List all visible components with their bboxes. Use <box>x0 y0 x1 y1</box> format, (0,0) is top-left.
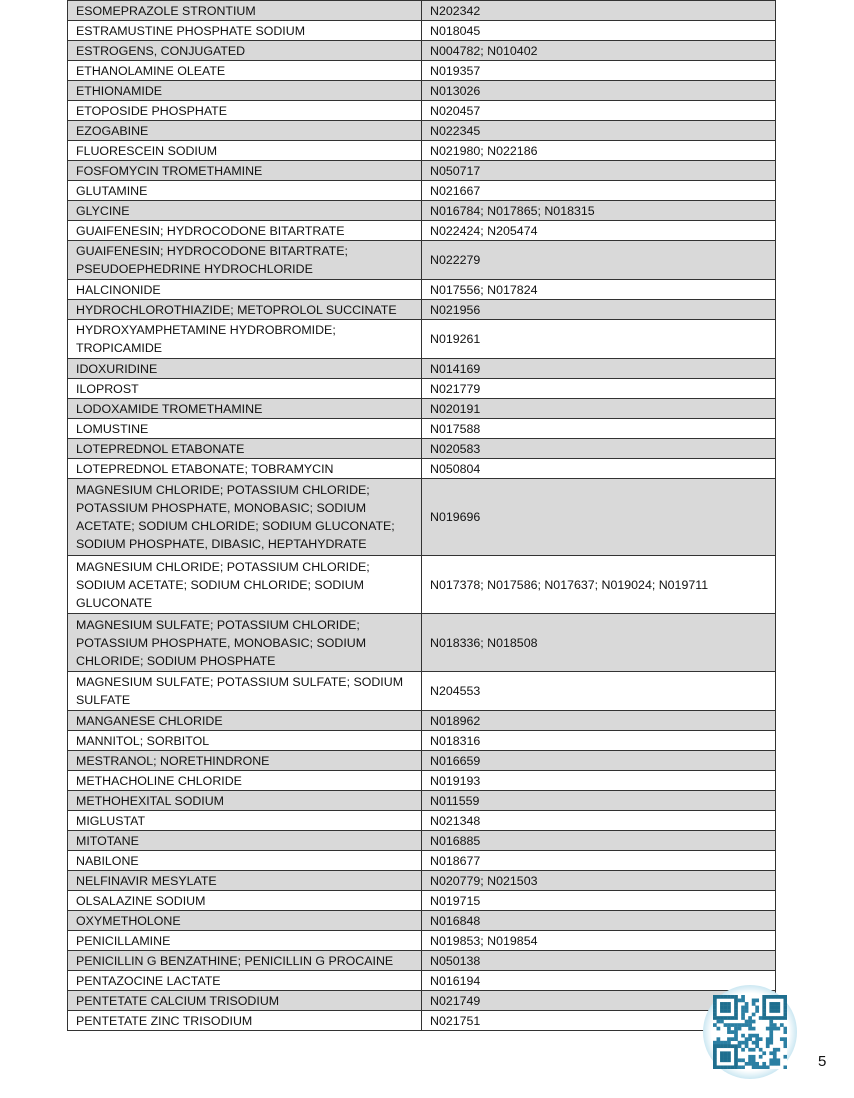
drug-name-cell: PENTETATE CALCIUM TRISODIUM <box>68 991 422 1011</box>
table-row <box>68 459 776 479</box>
drug-name-cell: ETOPOSIDE PHOSPHATE <box>68 101 422 121</box>
table-row <box>68 21 776 41</box>
application-number-cell: N019715 <box>422 891 776 911</box>
table-row <box>68 831 776 851</box>
drug-name-cell: HYDROCHLOROTHIAZIDE; METOPROLOL SUCCINATE <box>68 300 422 320</box>
drug-name-cell: LOTEPREDNOL ETABONATE; TOBRAMYCIN <box>68 459 422 479</box>
application-number-cell: N004782; N010402 <box>422 41 776 61</box>
table-row <box>68 161 776 181</box>
table-row <box>68 771 776 791</box>
table-body <box>68 1 776 1031</box>
application-number-cell: N020779; N021503 <box>422 871 776 891</box>
table-row <box>68 479 776 556</box>
drug-name-cell: ETHANOLAMINE OLEATE <box>68 61 422 81</box>
table-row <box>68 931 776 951</box>
application-number-cell: N021779 <box>422 379 776 399</box>
table-row <box>68 81 776 101</box>
application-number-cell: N017378; N017586; N017637; N019024; N019711 <box>422 556 776 614</box>
application-number-cell: N021980; N022186 <box>422 141 776 161</box>
table-row <box>68 359 776 379</box>
application-number-cell: N019696 <box>422 479 776 556</box>
table-row <box>68 791 776 811</box>
table-row <box>68 811 776 831</box>
application-number-cell: N011559 <box>422 791 776 811</box>
drug-name-cell: OXYMETHOLONE <box>68 911 422 931</box>
drug-name-cell: GLYCINE <box>68 201 422 221</box>
application-number-cell: N016784; N017865; N018315 <box>422 201 776 221</box>
table-row <box>68 320 776 359</box>
table-row <box>68 221 776 241</box>
drug-name-cell: GUAIFENESIN; HYDROCODONE BITARTRATE; PSEUDOEPHEDRINE HYDROCHLORIDE <box>68 241 422 280</box>
drug-name-cell: METHOHEXITAL SODIUM <box>68 791 422 811</box>
table-row <box>68 951 776 971</box>
drug-name-cell: MAGNESIUM CHLORIDE; POTASSIUM CHLORIDE; SODIUM ACETATE; SODIUM CHLORIDE; SODIUM GLUCONATE <box>68 556 422 614</box>
table-row <box>68 280 776 300</box>
application-number-cell: N020457 <box>422 101 776 121</box>
table-row <box>68 911 776 931</box>
drug-name-cell: PENTETATE ZINC TRISODIUM <box>68 1011 422 1031</box>
application-number-cell: N050804 <box>422 459 776 479</box>
table-row <box>68 751 776 771</box>
application-number-cell: N018316 <box>422 731 776 751</box>
table-row <box>68 121 776 141</box>
drug-name-cell: ILOPROST <box>68 379 422 399</box>
application-number-cell: N021751 <box>422 1011 776 1031</box>
table-row <box>68 419 776 439</box>
drug-name-cell: EZOGABINE <box>68 121 422 141</box>
application-number-cell: N021956 <box>422 300 776 320</box>
application-number-cell: N204553 <box>422 672 776 711</box>
application-number-cell: N018336; N018508 <box>422 614 776 672</box>
drug-name-cell: IDOXURIDINE <box>68 359 422 379</box>
drug-name-cell: METHACHOLINE CHLORIDE <box>68 771 422 791</box>
table-row <box>68 672 776 711</box>
qr-code-badge[interactable] <box>703 985 797 1079</box>
drug-name-cell: MITOTANE <box>68 831 422 851</box>
application-number-cell: N019261 <box>422 320 776 359</box>
application-number-cell: N016194 <box>422 971 776 991</box>
table-row <box>68 1 776 21</box>
drug-name-cell: HYDROXYAMPHETAMINE HYDROBROMIDE; TROPICAMIDE <box>68 320 422 359</box>
application-number-cell: N021348 <box>422 811 776 831</box>
table-row <box>68 556 776 614</box>
table-row <box>68 300 776 320</box>
drug-name-cell: FLUORESCEIN SODIUM <box>68 141 422 161</box>
application-number-cell: N017588 <box>422 419 776 439</box>
application-number-cell: N018677 <box>422 851 776 871</box>
drug-name-cell: ETHIONAMIDE <box>68 81 422 101</box>
drug-name-cell: MANGANESE CHLORIDE <box>68 711 422 731</box>
table-row <box>68 711 776 731</box>
drug-name-cell: FOSFOMYCIN TROMETHAMINE <box>68 161 422 181</box>
table-row <box>68 1011 776 1031</box>
application-number-cell: N019853; N019854 <box>422 931 776 951</box>
drug-name-cell: ESTRAMUSTINE PHOSPHATE SODIUM <box>68 21 422 41</box>
table-row <box>68 614 776 672</box>
application-number-cell: N022345 <box>422 121 776 141</box>
drug-name-cell: PENICILLIN G BENZATHINE; PENICILLIN G PROCAINE <box>68 951 422 971</box>
application-number-cell: N022424; N205474 <box>422 221 776 241</box>
table-row <box>68 851 776 871</box>
drug-name-cell: MAGNESIUM SULFATE; POTASSIUM CHLORIDE; POTASSIUM PHOSPHATE, MONOBASIC; SODIUM CHLORIDE; SODIUM PHOSPHATE <box>68 614 422 672</box>
application-number-cell: N050717 <box>422 161 776 181</box>
application-number-cell: N014169 <box>422 359 776 379</box>
drug-name-cell: LOTEPREDNOL ETABONATE <box>68 439 422 459</box>
application-number-cell: N050138 <box>422 951 776 971</box>
drug-name-cell: MESTRANOL; NORETHINDRONE <box>68 751 422 771</box>
application-number-cell: N016659 <box>422 751 776 771</box>
drug-name-cell: PENTAZOCINE LACTATE <box>68 971 422 991</box>
drug-name-cell: NELFINAVIR MESYLATE <box>68 871 422 891</box>
drug-name-cell: ESTROGENS, CONJUGATED <box>68 41 422 61</box>
drug-name-cell: NABILONE <box>68 851 422 871</box>
application-number-cell: N018045 <box>422 21 776 41</box>
application-number-cell: N016848 <box>422 911 776 931</box>
drug-name-cell: MIGLUSTAT <box>68 811 422 831</box>
qr-code-icon <box>713 995 787 1069</box>
table-row <box>68 201 776 221</box>
page-number: 5 <box>818 1053 827 1070</box>
table-row <box>68 101 776 121</box>
application-number-cell: N202342 <box>422 1 776 21</box>
drug-name-cell: OLSALAZINE SODIUM <box>68 891 422 911</box>
table-row <box>68 731 776 751</box>
drug-name-cell: LODOXAMIDE TROMETHAMINE <box>68 399 422 419</box>
table-row <box>68 241 776 280</box>
drug-name-cell: MAGNESIUM CHLORIDE; POTASSIUM CHLORIDE; POTASSIUM PHOSPHATE, MONOBASIC; SODIUM ACETATE; SODIUM CHLORIDE; SODIUM GLUCONATE; SODIUM PHOSPHATE, DIBASIC, HEPTAHYDRATE <box>68 479 422 556</box>
application-number-cell: N018962 <box>422 711 776 731</box>
table-row <box>68 871 776 891</box>
application-number-cell: N013026 <box>422 81 776 101</box>
drug-name-cell: PENICILLAMINE <box>68 931 422 951</box>
drug-name-cell: MANNITOL; SORBITOL <box>68 731 422 751</box>
table-row <box>68 891 776 911</box>
table-row <box>68 991 776 1011</box>
table-row <box>68 379 776 399</box>
application-number-cell: N017556; N017824 <box>422 280 776 300</box>
application-number-cell: N021667 <box>422 181 776 201</box>
table-row <box>68 61 776 81</box>
application-number-cell: N020583 <box>422 439 776 459</box>
application-number-cell: N019193 <box>422 771 776 791</box>
drug-name-cell: ESOMEPRAZOLE STRONTIUM <box>68 1 422 21</box>
table-row <box>68 41 776 61</box>
table-row <box>68 971 776 991</box>
drug-name-cell: GLUTAMINE <box>68 181 422 201</box>
application-number-cell: N016885 <box>422 831 776 851</box>
drug-application-table <box>67 0 776 1031</box>
application-number-cell: N022279 <box>422 241 776 280</box>
drug-name-cell: HALCINONIDE <box>68 280 422 300</box>
application-number-cell: N021749 <box>422 991 776 1011</box>
drug-name-cell: GUAIFENESIN; HYDROCODONE BITARTRATE <box>68 221 422 241</box>
table-row <box>68 399 776 419</box>
table-row <box>68 141 776 161</box>
drug-name-cell: MAGNESIUM SULFATE; POTASSIUM SULFATE; SODIUM SULFATE <box>68 672 422 711</box>
table-row <box>68 439 776 459</box>
application-number-cell: N020191 <box>422 399 776 419</box>
drug-name-cell: LOMUSTINE <box>68 419 422 439</box>
table-row <box>68 181 776 201</box>
application-number-cell: N019357 <box>422 61 776 81</box>
